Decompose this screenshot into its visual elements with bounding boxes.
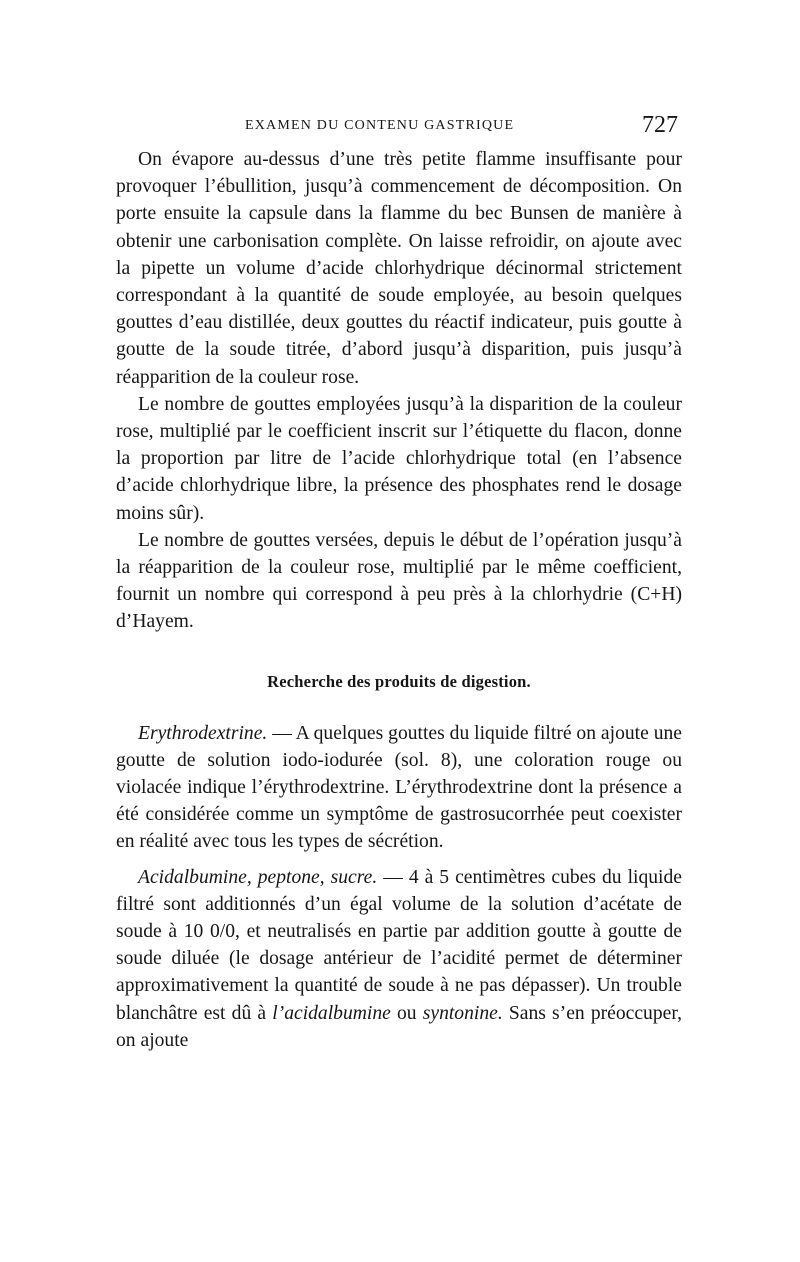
acidalbumine-text-3: Sans s’en préoccuper, on ajoute <box>116 1002 682 1051</box>
acidalbumine-text-1: — 4 à 5 centimètres cubes du liquide filtré sont additionnés d’un égal volume de la solution d’acétate de soude à 10 0/0, et neutralisés en partie par addition goutte à goutte de soude diluée (le dosage antérieur de l’acidité permet de déterminer approximativement la quantité de soude à ne pas dépasser). Un trouble blanchâtre est dû à <box>116 866 682 1024</box>
term-acidalbumine-peptone-sucre: Acidalbumine, peptone, sucre. <box>138 866 378 888</box>
paragraph-hayem-chlorhydria: Le nombre de gouttes versées, depuis le début de l’opération jusqu’à la réapparition de la couleur rose, multiplié par le même coefficient, fournit un nombre qui correspond à peu près à la chlorhydrie (C+H) d’Hayem. <box>116 529 682 633</box>
term-syntonine: syntonine. <box>422 1002 503 1024</box>
acidalbumine-text-2: ou <box>390 1002 423 1024</box>
page-number: 727 <box>642 112 678 138</box>
running-head: EXAMEN DU CONTENU GASTRIQUE <box>245 118 515 133</box>
book-page <box>116 112 682 1054</box>
term-erythrodextrine: Erythrodextrine. <box>138 722 268 744</box>
erythrodextrine-text: — A quelques gouttes du liquide filtré on ajoute une goutte de solution iodo-iodurée (sol. 8), une coloration rouge ou violacée indique l’érythrodextrine. L’érythrodextrine dont la présence a été considérée comme un symptôme de gastrosucorrhée peut coexister en réalité avec tous les types de sécrétion. <box>116 722 682 853</box>
term-acidalbumine: l’acidalbumine <box>272 1002 391 1024</box>
paragraph-erythrodextrine <box>116 720 682 856</box>
page-header <box>116 112 682 146</box>
paragraph-evaporation: On évapore au-dessus d’une très petite flamme insuffisante pour provoquer l’ébullition, jusqu’à commencement de décomposition. On porte ensuite la capsule dans la flamme du bec Bunsen de manière à obtenir une carbonisation complète. On laisse refroidir, on ajoute avec la pipette un volume d’acide chlorhydrique décinormal strictement correspondant à la quantité de soude employée, au besoin quelques gouttes d’eau distillée, deux gouttes du réactif indicateur, puis goutte à goutte de la soude titrée, d’abord jusqu’à disparition, puis jusqu’à réapparition de la couleur rose. <box>116 149 682 388</box>
section-heading: Recherche des produits de digestion. <box>267 671 531 691</box>
paragraph-acidalbumine <box>116 864 682 1054</box>
paragraph-total-hcl: Le nombre de gouttes employées jusqu’à la disparition de la couleur rose, multiplié par le coefficient inscrit sur l’étiquette du flacon, donne la proportion par litre de l’acide chlorhydrique total (en l’absence d’acide chlorhydrique libre, la présence des phosphates rend le dosage moins sûr). <box>116 393 682 524</box>
